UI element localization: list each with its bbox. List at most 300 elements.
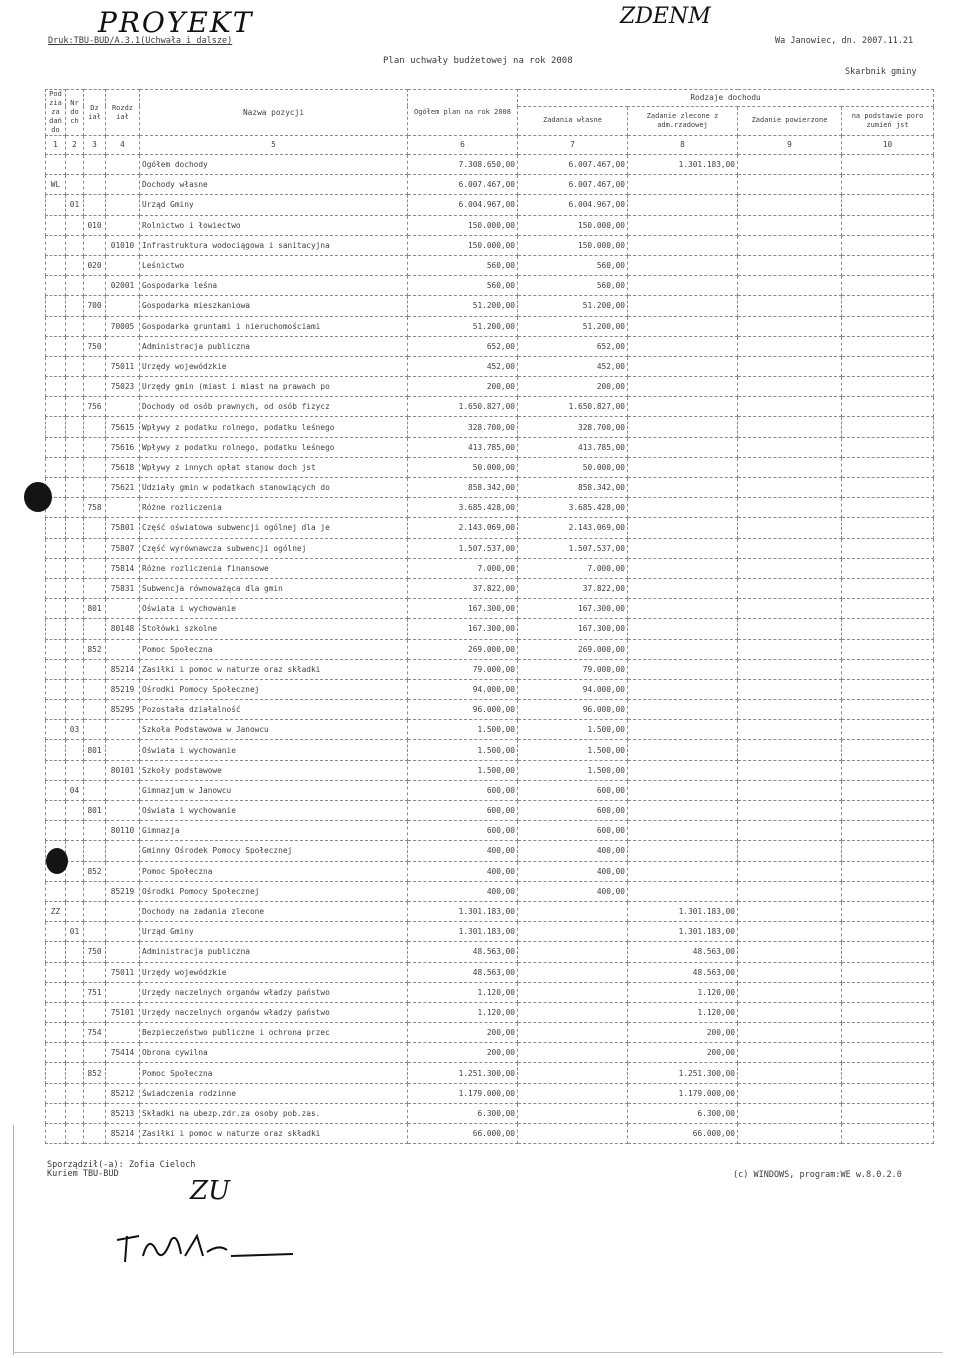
total-plan-cell: 6.004.967,00 xyxy=(408,195,518,215)
own-tasks-cell xyxy=(518,962,628,982)
position-name-cell: Gospodarka gruntami i nieruchomościami xyxy=(140,316,408,336)
position-name-cell: Oświata i wychowanie xyxy=(140,599,408,619)
position-name-cell: Urzędy naczelnych organów władzy państwo xyxy=(140,982,408,1002)
dzial-cell xyxy=(84,276,106,296)
nr-dochodu-cell xyxy=(66,175,84,195)
dzial-cell xyxy=(84,881,106,901)
table-row xyxy=(46,397,934,417)
position-name-cell: Szkoły podstawowe xyxy=(140,760,408,780)
total-plan-cell: 79.000,00 xyxy=(408,659,518,679)
dzial-cell: 750 xyxy=(84,942,106,962)
nr-dochodu-cell xyxy=(66,518,84,538)
agreements-cell xyxy=(842,235,934,255)
dzial-cell xyxy=(84,1124,106,1144)
podzial-cell xyxy=(46,578,66,598)
total-plan-cell: 51.200,00 xyxy=(408,316,518,336)
dzial-cell: 852 xyxy=(84,1063,106,1083)
table-row xyxy=(46,538,934,558)
own-tasks-cell: 600,00 xyxy=(518,821,628,841)
entrusted-tasks-cell xyxy=(738,1002,842,1022)
nr-dochodu-cell xyxy=(66,619,84,639)
dzial-cell xyxy=(84,1002,106,1022)
position-name-cell: Urząd Gminy xyxy=(140,922,408,942)
nr-dochodu-cell xyxy=(66,296,84,316)
commissioned-tasks-cell: 1.179.000,00 xyxy=(628,1083,738,1103)
column-index: 7 xyxy=(518,136,628,155)
rozdzial-cell: 75615 xyxy=(106,417,140,437)
table-row xyxy=(46,1063,934,1083)
agreements-cell xyxy=(842,1103,934,1123)
column-index: 9 xyxy=(738,136,842,155)
col-header-nazwa: Nazwa pozycji xyxy=(140,90,408,136)
total-plan-cell: 600,00 xyxy=(408,821,518,841)
agreements-cell xyxy=(842,397,934,417)
entrusted-tasks-cell xyxy=(738,417,842,437)
nr-dochodu-cell xyxy=(66,558,84,578)
commissioned-tasks-cell xyxy=(628,235,738,255)
column-index: 2 xyxy=(66,136,84,155)
handwritten-top-note: ZDENM xyxy=(620,4,711,29)
position-name-cell: Dochody od osób prawnych, od osób fizycz xyxy=(140,397,408,417)
table-row xyxy=(46,437,934,457)
entrusted-tasks-cell xyxy=(738,780,842,800)
entrusted-tasks-cell xyxy=(738,1103,842,1123)
total-plan-cell: 1.301.183,00 xyxy=(408,901,518,921)
entrusted-tasks-cell xyxy=(738,215,842,235)
total-plan-cell: 48.563,00 xyxy=(408,962,518,982)
own-tasks-cell xyxy=(518,1083,628,1103)
own-tasks-cell xyxy=(518,1124,628,1144)
department-label: Kuriem TBU-BUD xyxy=(47,1169,119,1179)
col-header-zadania-zlecone: Zadanie zlecone z adm.rzadowej xyxy=(628,106,738,135)
nr-dochodu-cell xyxy=(66,457,84,477)
position-name-cell: Gminny Ośrodek Pomocy Społecznej xyxy=(140,841,408,861)
table-row xyxy=(46,175,934,195)
dzial-cell xyxy=(84,417,106,437)
table-row xyxy=(46,841,934,861)
position-name-cell: Urzędy gmin (miast i miast na prawach po xyxy=(140,377,408,397)
entrusted-tasks-cell xyxy=(738,901,842,921)
table-row xyxy=(46,215,934,235)
own-tasks-cell: 200,00 xyxy=(518,377,628,397)
col-header-podzial: Pod zia za dań do xyxy=(46,90,66,136)
nr-dochodu-cell xyxy=(66,700,84,720)
nr-dochodu-cell xyxy=(66,336,84,356)
own-tasks-cell: 37.822,00 xyxy=(518,578,628,598)
table-row xyxy=(46,1124,934,1144)
entrusted-tasks-cell xyxy=(738,296,842,316)
podzial-cell xyxy=(46,1043,66,1063)
table-row xyxy=(46,235,934,255)
dzial-cell xyxy=(84,901,106,921)
table-header-row xyxy=(46,90,934,107)
own-tasks-cell: 79.000,00 xyxy=(518,659,628,679)
own-tasks-cell: 400,00 xyxy=(518,841,628,861)
agreements-cell xyxy=(842,478,934,498)
nr-dochodu-cell xyxy=(66,478,84,498)
nr-dochodu-cell: 03 xyxy=(66,720,84,740)
table-row xyxy=(46,679,934,699)
entrusted-tasks-cell xyxy=(738,1063,842,1083)
dzial-cell: 756 xyxy=(84,397,106,417)
total-plan-cell: 1.500,00 xyxy=(408,760,518,780)
agreements-cell xyxy=(842,518,934,538)
table-row xyxy=(46,599,934,619)
entrusted-tasks-cell xyxy=(738,397,842,417)
position-name-cell: Bezpieczeństwo publiczne i ochrona przec xyxy=(140,1023,408,1043)
nr-dochodu-cell xyxy=(66,1002,84,1022)
total-plan-cell: 400,00 xyxy=(408,881,518,901)
agreements-cell xyxy=(842,276,934,296)
commissioned-tasks-cell xyxy=(628,700,738,720)
rozdzial-cell: 75011 xyxy=(106,356,140,376)
own-tasks-cell xyxy=(518,901,628,921)
total-plan-cell: 652,00 xyxy=(408,336,518,356)
table-row xyxy=(46,740,934,760)
column-index: 3 xyxy=(84,136,106,155)
podzial-cell xyxy=(46,377,66,397)
nr-dochodu-cell xyxy=(66,1023,84,1043)
own-tasks-cell xyxy=(518,1103,628,1123)
podzial-cell xyxy=(46,316,66,336)
own-tasks-cell: 51.200,00 xyxy=(518,296,628,316)
column-index: 4 xyxy=(106,136,140,155)
agreements-cell xyxy=(842,720,934,740)
commissioned-tasks-cell: 1.251.300,00 xyxy=(628,1063,738,1083)
table-row xyxy=(46,861,934,881)
table-row xyxy=(46,760,934,780)
commissioned-tasks-cell: 1.301.183,00 xyxy=(628,155,738,175)
table-row xyxy=(46,1083,934,1103)
entrusted-tasks-cell xyxy=(738,316,842,336)
own-tasks-cell xyxy=(518,1063,628,1083)
podzial-cell xyxy=(46,1103,66,1123)
own-tasks-cell: 600,00 xyxy=(518,780,628,800)
own-tasks-cell: 1.500,00 xyxy=(518,760,628,780)
commissioned-tasks-cell: 200,00 xyxy=(628,1023,738,1043)
own-tasks-cell: 50.000,00 xyxy=(518,457,628,477)
agreements-cell xyxy=(842,1023,934,1043)
rozdzial-cell: 75101 xyxy=(106,1002,140,1022)
own-tasks-cell xyxy=(518,942,628,962)
podzial-cell xyxy=(46,356,66,376)
nr-dochodu-cell xyxy=(66,538,84,558)
nr-dochodu-cell xyxy=(66,377,84,397)
total-plan-cell: 6.300,00 xyxy=(408,1103,518,1123)
own-tasks-cell: 6.007.467,00 xyxy=(518,155,628,175)
own-tasks-cell: 413.785,00 xyxy=(518,437,628,457)
commissioned-tasks-cell xyxy=(628,518,738,538)
total-plan-cell: 7.308.650,00 xyxy=(408,155,518,175)
position-name-cell: Ogółem dochody xyxy=(140,155,408,175)
commissioned-tasks-cell xyxy=(628,558,738,578)
own-tasks-cell: 51.200,00 xyxy=(518,316,628,336)
commissioned-tasks-cell xyxy=(628,397,738,417)
table-row xyxy=(46,558,934,578)
nr-dochodu-cell xyxy=(66,255,84,275)
table-row xyxy=(46,1023,934,1043)
own-tasks-cell xyxy=(518,982,628,1002)
nr-dochodu-cell xyxy=(66,215,84,235)
commissioned-tasks-cell xyxy=(628,296,738,316)
dzial-cell xyxy=(84,700,106,720)
nr-dochodu-cell xyxy=(66,679,84,699)
podzial-cell xyxy=(46,1124,66,1144)
table-row xyxy=(46,901,934,921)
entrusted-tasks-cell xyxy=(738,841,842,861)
rozdzial-cell: 80110 xyxy=(106,821,140,841)
nr-dochodu-cell xyxy=(66,356,84,376)
own-tasks-cell: 328.700,00 xyxy=(518,417,628,437)
nr-dochodu-cell xyxy=(66,316,84,336)
dzial-cell xyxy=(84,155,106,175)
entrusted-tasks-cell xyxy=(738,881,842,901)
dzial-cell xyxy=(84,760,106,780)
rozdzial-cell xyxy=(106,922,140,942)
table-row xyxy=(46,700,934,720)
commissioned-tasks-cell xyxy=(628,498,738,518)
agreements-cell xyxy=(842,215,934,235)
total-plan-cell: 1.500,00 xyxy=(408,720,518,740)
position-name-cell: Rolnictwo i łowiectwo xyxy=(140,215,408,235)
position-name-cell: Oświata i wychowanie xyxy=(140,740,408,760)
position-name-cell: Część oświatowa subwencji ogólnej dla je xyxy=(140,518,408,538)
dzial-cell: 801 xyxy=(84,740,106,760)
table-row xyxy=(46,457,934,477)
podzial-cell xyxy=(46,639,66,659)
agreements-cell xyxy=(842,437,934,457)
dzial-cell xyxy=(84,720,106,740)
nr-dochodu-cell xyxy=(66,861,84,881)
entrusted-tasks-cell xyxy=(738,155,842,175)
agreements-cell xyxy=(842,498,934,518)
table-row xyxy=(46,720,934,740)
podzial-cell xyxy=(46,982,66,1002)
commissioned-tasks-cell: 1.301.183,00 xyxy=(628,901,738,921)
podzial-cell xyxy=(46,821,66,841)
agreements-cell xyxy=(842,336,934,356)
agreements-cell xyxy=(842,1063,934,1083)
commissioned-tasks-cell xyxy=(628,679,738,699)
entrusted-tasks-cell xyxy=(738,821,842,841)
dzial-cell xyxy=(84,578,106,598)
ink-blot xyxy=(24,482,52,512)
printed-by-label: Druk:TBU-BUD/A.3.1(Uchwała i dalsze) xyxy=(48,36,233,46)
rozdzial-cell xyxy=(106,861,140,881)
total-plan-cell: 1.301.183,00 xyxy=(408,922,518,942)
nr-dochodu-cell xyxy=(66,841,84,861)
rozdzial-cell: 85214 xyxy=(106,1124,140,1144)
podzial-cell xyxy=(46,1023,66,1043)
position-name-cell: Administracja publiczna xyxy=(140,336,408,356)
table-row xyxy=(46,922,934,942)
dzial-cell xyxy=(84,437,106,457)
total-plan-cell: 400,00 xyxy=(408,861,518,881)
dzial-cell xyxy=(84,780,106,800)
position-name-cell: Dochody na zadania zlecone xyxy=(140,901,408,921)
commissioned-tasks-cell xyxy=(628,195,738,215)
agreements-cell xyxy=(842,700,934,720)
commissioned-tasks-cell xyxy=(628,538,738,558)
dzial-cell xyxy=(84,356,106,376)
own-tasks-cell: 96.000,00 xyxy=(518,700,628,720)
entrusted-tasks-cell xyxy=(738,942,842,962)
dzial-cell: 010 xyxy=(84,215,106,235)
nr-dochodu-cell xyxy=(66,982,84,1002)
commissioned-tasks-cell xyxy=(628,457,738,477)
scan-edge-line xyxy=(13,1352,943,1353)
col-header-zadania-wlasne: Zadania własne xyxy=(518,106,628,135)
col-header-dzial: Dz iał xyxy=(84,90,106,136)
total-plan-cell: 269.000,00 xyxy=(408,639,518,659)
nr-dochodu-cell xyxy=(66,437,84,457)
own-tasks-cell: 1.650.827,00 xyxy=(518,397,628,417)
entrusted-tasks-cell xyxy=(738,498,842,518)
position-name-cell: Stołówki szkolne xyxy=(140,619,408,639)
table-row xyxy=(46,255,934,275)
own-tasks-cell: 167.300,00 xyxy=(518,599,628,619)
rozdzial-cell: 75618 xyxy=(106,457,140,477)
own-tasks-cell: 600,00 xyxy=(518,801,628,821)
rozdzial-cell xyxy=(106,336,140,356)
dzial-cell xyxy=(84,538,106,558)
position-name-cell: Składki na ubezp.zdr.za osoby pob.zas. xyxy=(140,1103,408,1123)
own-tasks-cell xyxy=(518,922,628,942)
table-row xyxy=(46,942,934,962)
total-plan-cell: 50.000,00 xyxy=(408,457,518,477)
table-row xyxy=(46,578,934,598)
entrusted-tasks-cell xyxy=(738,700,842,720)
column-index: 8 xyxy=(628,136,738,155)
dzial-cell: 751 xyxy=(84,982,106,1002)
dzial-cell xyxy=(84,195,106,215)
commissioned-tasks-cell xyxy=(628,437,738,457)
nr-dochodu-cell xyxy=(66,1124,84,1144)
entrusted-tasks-cell xyxy=(738,1083,842,1103)
rozdzial-cell xyxy=(106,296,140,316)
dzial-cell xyxy=(84,1103,106,1123)
podzial-cell xyxy=(46,599,66,619)
own-tasks-cell: 1.507.537,00 xyxy=(518,538,628,558)
total-plan-cell: 96.000,00 xyxy=(408,700,518,720)
nr-dochodu-cell xyxy=(66,962,84,982)
own-tasks-cell xyxy=(518,1023,628,1043)
agreements-cell xyxy=(842,982,934,1002)
entrusted-tasks-cell xyxy=(738,235,842,255)
total-plan-cell: 48.563,00 xyxy=(408,942,518,962)
nr-dochodu-cell xyxy=(66,578,84,598)
software-credit: (c) WINDOWS, program:WE w.8.0.2.0 xyxy=(733,1170,902,1180)
col-header-ogolem: Ogółem plan na rok 2008 xyxy=(408,90,518,136)
position-name-cell: Subwencja równoważąca dla gmin xyxy=(140,578,408,598)
podzial-cell xyxy=(46,437,66,457)
nr-dochodu-cell xyxy=(66,1063,84,1083)
dzial-cell: 801 xyxy=(84,599,106,619)
rozdzial-cell xyxy=(106,155,140,175)
rozdzial-cell xyxy=(106,215,140,235)
dzial-cell xyxy=(84,478,106,498)
nr-dochodu-cell xyxy=(66,740,84,760)
own-tasks-cell: 652,00 xyxy=(518,336,628,356)
page-title: Plan uchwały budżetowej na rok 2008 xyxy=(383,56,573,66)
total-plan-cell: 560,00 xyxy=(408,276,518,296)
position-name-cell: Urząd Gminy xyxy=(140,195,408,215)
total-plan-cell: 150.000,00 xyxy=(408,215,518,235)
entrusted-tasks-cell xyxy=(738,336,842,356)
dzial-cell: 852 xyxy=(84,639,106,659)
own-tasks-cell: 6.007.467,00 xyxy=(518,175,628,195)
table-row xyxy=(46,296,934,316)
rozdzial-cell: 75801 xyxy=(106,518,140,538)
dzial-cell: 750 xyxy=(84,336,106,356)
nr-dochodu-cell xyxy=(66,942,84,962)
agreements-cell xyxy=(842,821,934,841)
own-tasks-cell: 7.000,00 xyxy=(518,558,628,578)
column-index: 6 xyxy=(408,136,518,155)
position-name-cell: Urzędy wojewódzkie xyxy=(140,356,408,376)
table-row xyxy=(46,962,934,982)
rozdzial-cell: 85219 xyxy=(106,679,140,699)
entrusted-tasks-cell xyxy=(738,175,842,195)
podzial-cell xyxy=(46,619,66,639)
agreements-cell xyxy=(842,679,934,699)
position-name-cell: Urzędy naczelnych organów władzy państwo xyxy=(140,1002,408,1022)
entrusted-tasks-cell xyxy=(738,377,842,397)
rozdzial-cell: 85212 xyxy=(106,1083,140,1103)
commissioned-tasks-cell xyxy=(628,780,738,800)
position-name-cell: Gospodarka mieszkaniowa xyxy=(140,296,408,316)
agreements-cell xyxy=(842,801,934,821)
table-row xyxy=(46,316,934,336)
total-plan-cell: 1.500,00 xyxy=(408,740,518,760)
own-tasks-cell: 560,00 xyxy=(518,276,628,296)
entrusted-tasks-cell xyxy=(738,720,842,740)
table-row xyxy=(46,498,934,518)
position-name-cell: Różne rozliczenia finansowe xyxy=(140,558,408,578)
agreements-cell xyxy=(842,740,934,760)
total-plan-cell: 167.300,00 xyxy=(408,619,518,639)
agreements-cell xyxy=(842,841,934,861)
rozdzial-cell: 85213 xyxy=(106,1103,140,1123)
commissioned-tasks-cell xyxy=(628,760,738,780)
table-row xyxy=(46,276,934,296)
podzial-cell: ZZ xyxy=(46,901,66,921)
own-tasks-cell: 150.000,00 xyxy=(518,235,628,255)
podzial-cell xyxy=(46,720,66,740)
agreements-cell xyxy=(842,195,934,215)
own-tasks-cell: 6.004.967,00 xyxy=(518,195,628,215)
table-row xyxy=(46,155,934,175)
total-plan-cell: 94.000,00 xyxy=(408,679,518,699)
position-name-cell: Wpływy z podatku rolnego, podatku leśnego xyxy=(140,437,408,457)
total-plan-cell: 150.000,00 xyxy=(408,235,518,255)
position-name-cell: Ośrodki Pomocy Społecznej xyxy=(140,679,408,699)
position-name-cell: Świadczenia rodzinne xyxy=(140,1083,408,1103)
entrusted-tasks-cell xyxy=(738,861,842,881)
podzial-cell xyxy=(46,881,66,901)
podzial-cell xyxy=(46,276,66,296)
rozdzial-cell xyxy=(106,1023,140,1043)
entrusted-tasks-cell xyxy=(738,740,842,760)
dzial-cell xyxy=(84,316,106,336)
own-tasks-cell: 150.000,00 xyxy=(518,215,628,235)
entrusted-tasks-cell xyxy=(738,457,842,477)
podzial-cell xyxy=(46,215,66,235)
position-name-cell: Pomoc Społeczna xyxy=(140,1063,408,1083)
own-tasks-cell xyxy=(518,1002,628,1022)
position-name-cell: Wpływy z innych opłat stanow doch jst xyxy=(140,457,408,477)
commissioned-tasks-cell xyxy=(628,841,738,861)
